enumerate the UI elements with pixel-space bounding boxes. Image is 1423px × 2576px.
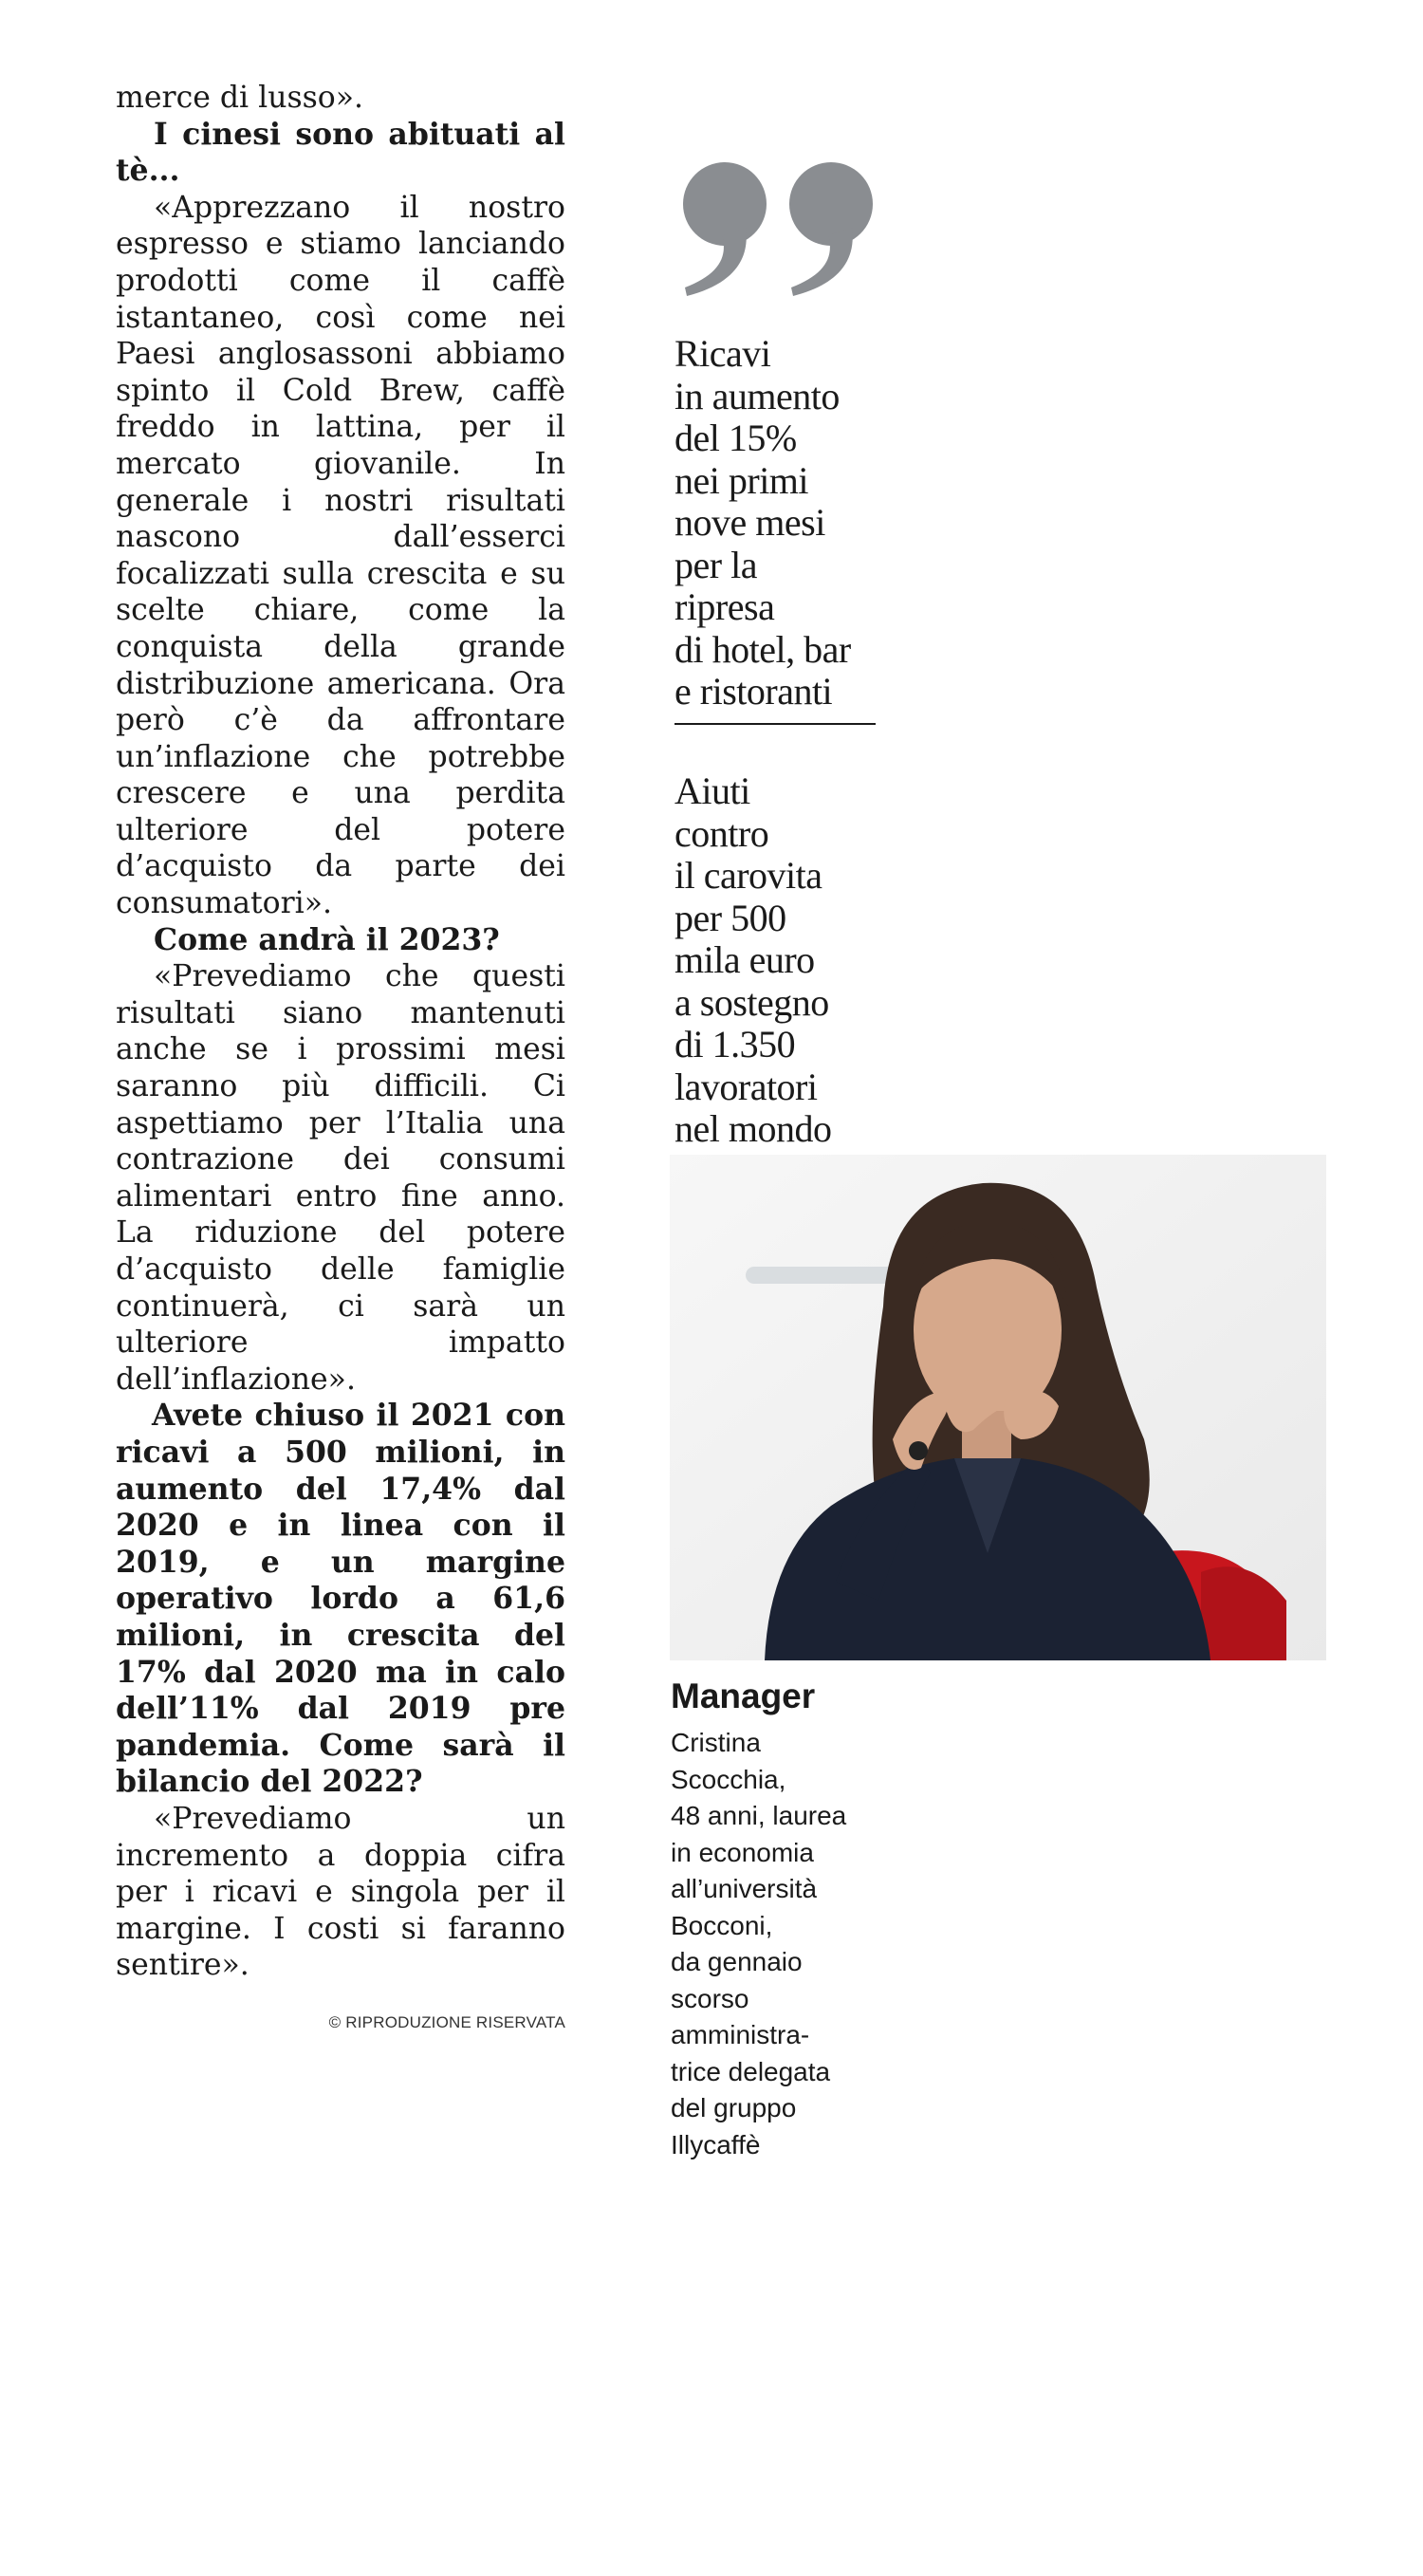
pull-quote-line: contro xyxy=(675,811,769,855)
pull-quote-line: per la xyxy=(675,543,757,586)
caption-line: Cristina xyxy=(671,1728,761,1757)
double-quote-icon xyxy=(679,152,878,304)
interview-answer: «Prevediamo un incremento a doppia cifra per i ricavi e singola per il margine. I costi si faranno sentire». xyxy=(116,1801,565,1983)
pull-quote-line: di hotel, bar xyxy=(675,627,851,671)
pull-quote-line: di 1.350 xyxy=(675,1023,796,1066)
pull-quote-line: per 500 xyxy=(675,896,786,939)
caption-line: trice delegata xyxy=(671,2056,831,2086)
pull-quote-line: nove mesi xyxy=(675,501,825,544)
copyright-notice: © RIPRODUZIONE RISERVATA xyxy=(328,2012,565,2031)
interview-question: Avete chiuso il 2021 con ricavi a 500 milioni, in aumento del 17,4% dal 2020 e in linea con il 2019, e un margine operativo lordo a 61,6 milioni, in crescita del 17% dal 2020 ma in calo dell’11% dal 2019 pre pandemia. Come sarà il bilancio del 2022? xyxy=(116,1398,565,1800)
caption-line: all’università xyxy=(671,1874,818,1903)
caption-line: 48 anni, laurea xyxy=(671,1801,847,1830)
caption-line: Scocchia, xyxy=(671,1764,786,1794)
interview-answer: «Prevediamo che questi risultati siano mantenuti anche se i prossimi mesi saranno più difficili. Ci aspettiamo per l’Italia una contrazione dei consumi alimentari entro fine anno. La riduzione del potere d’acquisto delle famiglie continuerà, ci sarà un ulteriore impatto dell’inflazione». xyxy=(116,959,565,1397)
pull-quote-revenue xyxy=(675,333,878,713)
pull-quote-line: mila euro xyxy=(675,938,815,981)
pull-quote-line: a sostegno xyxy=(675,980,829,1024)
pull-quote-line: Ricavi xyxy=(675,332,771,375)
pull-quote-line: Aiuti xyxy=(675,769,750,812)
pull-quote-line: nel mondo xyxy=(675,1107,832,1150)
caption-line: da gennaio xyxy=(671,1947,803,1976)
pull-quote-line: lavoratori xyxy=(675,1065,818,1108)
pull-quote-aid xyxy=(675,770,878,1151)
pull-quote-line: del 15% xyxy=(675,417,797,459)
caption-line: scorso xyxy=(671,1983,749,2013)
interview-answer: «Apprezzano il nostro espresso e stiamo lanciando prodotti come il caffè istantaneo, così come nei Paesi anglosassoni abbiamo spinto il Cold Brew, caffè freddo in lattina, per il mercato giovanile. In generale i nostri risultati nascono dall’esserci focalizzati sulla crescita e su scelte chiare, come la conquista della grande distribuzione americana. Ora però c’è da affrontare un’inflazione che potrebbe crescere e una perdita ulteriore del potere d’acquisto da parte dei consumatori». xyxy=(116,190,565,921)
caption-line: del gruppo xyxy=(671,2093,797,2122)
pull-quote-line: ripresa xyxy=(675,585,775,628)
interview-question: I cinesi sono abituati al tè... xyxy=(116,116,565,189)
photo-caption xyxy=(671,1725,898,2163)
interview-question: Come andrà il 2023? xyxy=(154,921,500,957)
pull-quote-line: il carovita xyxy=(675,854,822,897)
pull-quote-line: in aumento xyxy=(675,374,840,417)
pull-quote-line: nei primi xyxy=(675,458,809,502)
pull-quote-divider xyxy=(675,723,876,725)
caption-title: Manager xyxy=(671,1677,816,1715)
pull-quote-line: e ristoranti xyxy=(675,670,833,713)
caption-line: Illycaffè xyxy=(671,2129,761,2159)
manager-portrait-photo xyxy=(670,1155,1326,1660)
caption-line: Bocconi, xyxy=(671,1910,773,1940)
article-column xyxy=(116,80,565,2041)
caption-line: in economia xyxy=(671,1837,814,1867)
article-paragraph: merce di lusso». xyxy=(116,81,364,115)
caption-line: amministra- xyxy=(671,2020,810,2049)
